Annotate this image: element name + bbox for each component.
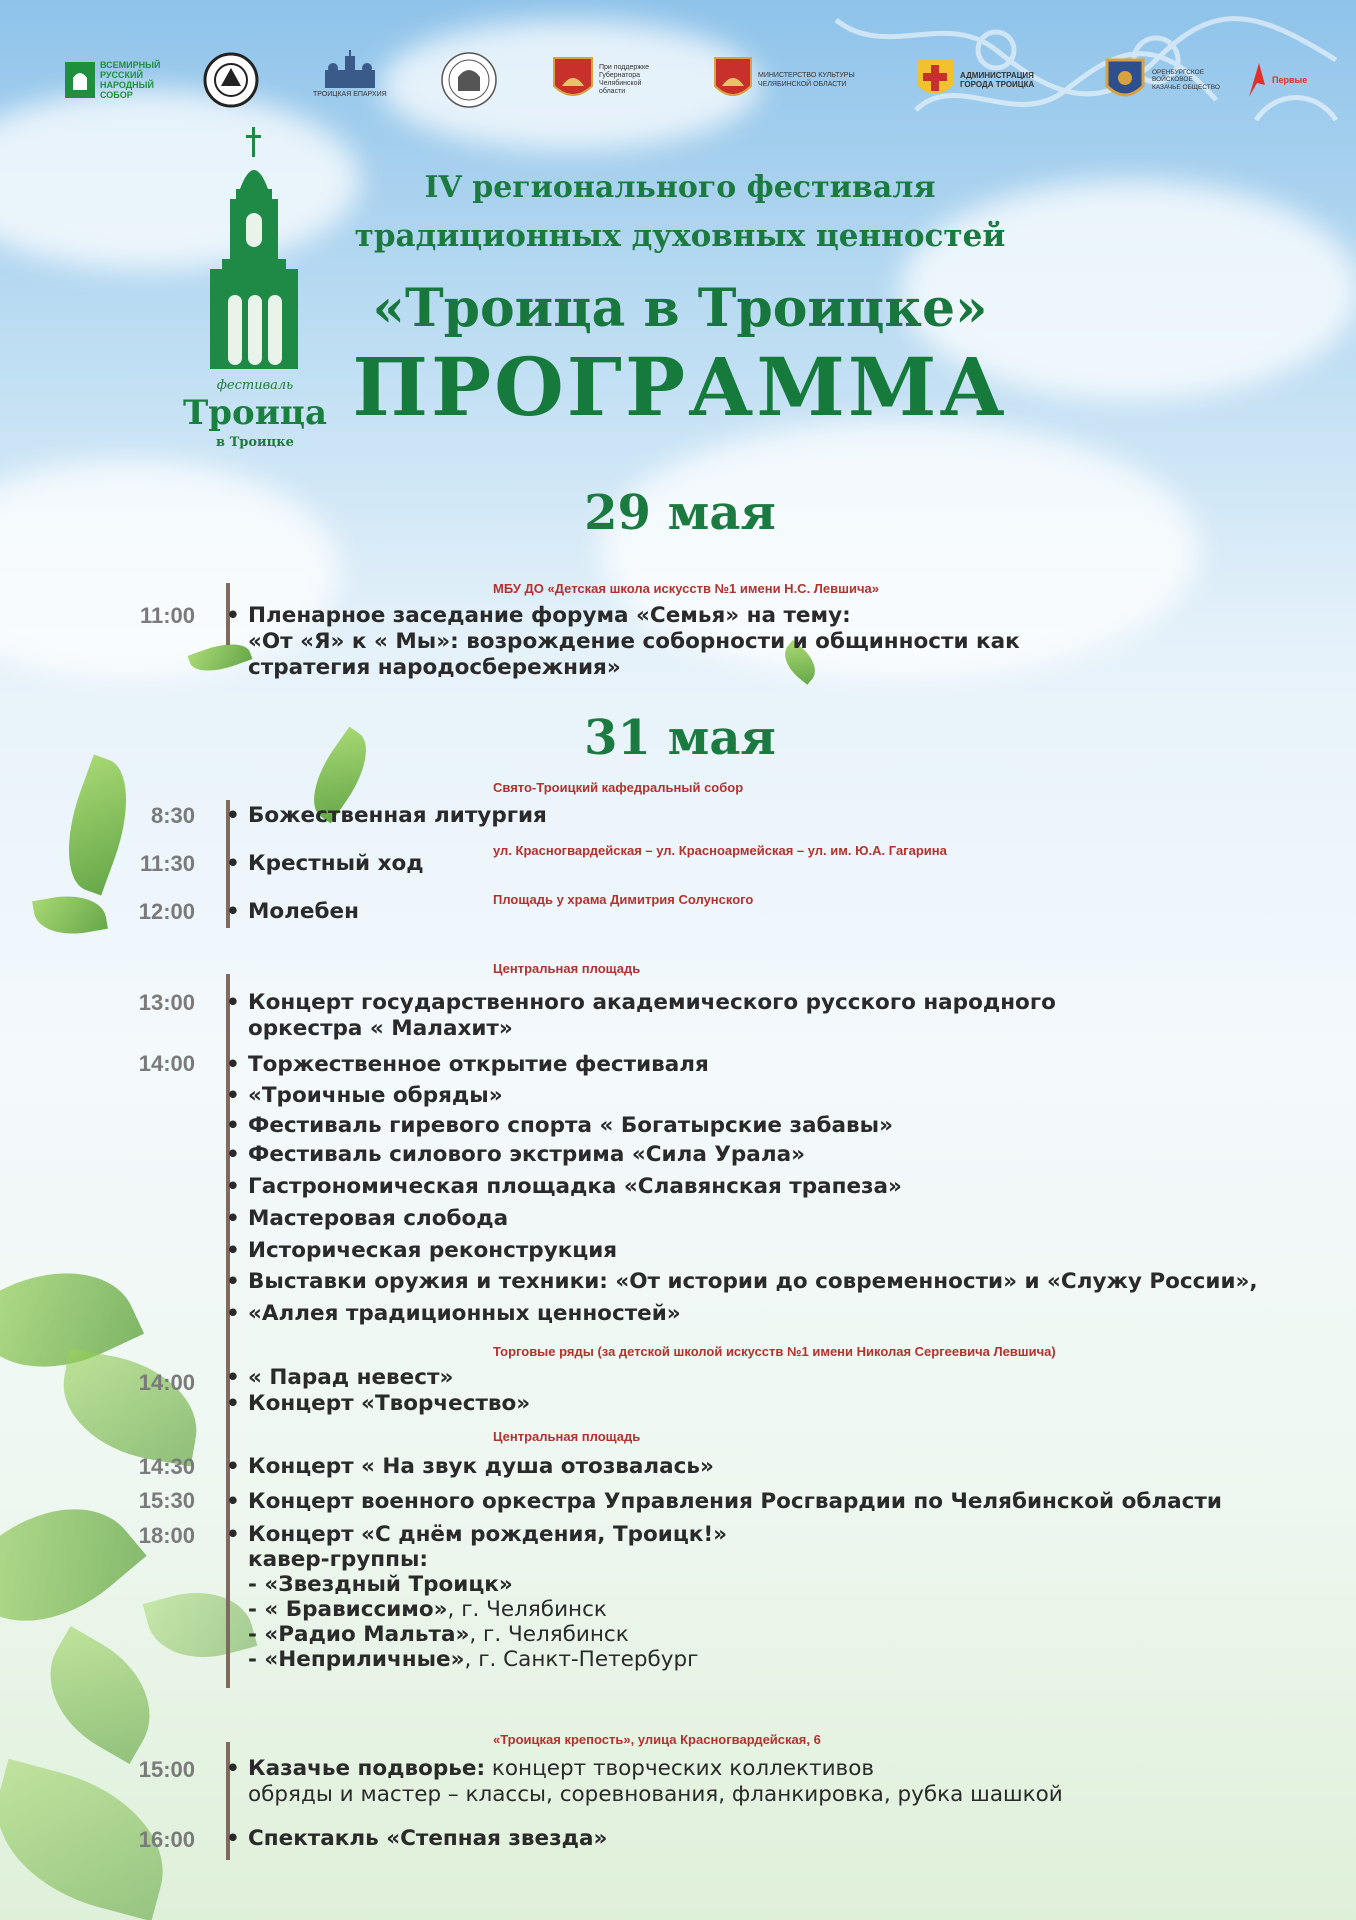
time-1400-b: 14:00 [138, 1370, 195, 1395]
item-craft-village: • Мастеровая слобода [248, 1206, 508, 1232]
logo-cossack-text: ОРЕНБУРГСКОЕ ВОЙСКОВОЕ КАЗАЧЬЕ ОБЩЕСТВО [1152, 68, 1220, 91]
time-1200: 12:00 [138, 899, 195, 924]
troitsk-coat-of-arms-icon [915, 57, 955, 103]
cover-group-city: , г. Челябинск [447, 1597, 607, 1622]
logo-governor-text: При поддержке Губернатора Челябинской области [599, 64, 649, 95]
item-liturgy: • Божественная литургия [248, 803, 547, 829]
time-1500: 15:00 [138, 1757, 195, 1782]
logo-cossack-society [1103, 50, 1220, 110]
venue-troitsk-fortress: «Троицкая крепость», улица Красногвардейская, 6 [493, 1732, 821, 1747]
logo-pervye [1245, 50, 1307, 110]
time-1300: 13:00 [138, 990, 195, 1015]
logo-metropolia [440, 50, 498, 110]
item-weapons-exhibition: • Выставки оружия и техники: «От истории до современности» и «Служу России», [248, 1269, 1258, 1295]
venue-central-square-2: Центральная площадь [493, 1429, 641, 1444]
logo-ministry-culture [713, 50, 855, 110]
cossack-coat-of-arms-icon [1103, 56, 1147, 104]
item-gastronomy: • Гастрономическая площадка «Славянская трапеза» [248, 1174, 902, 1200]
item-cossack-courtyard [248, 1756, 874, 1782]
item-soul-concert: • Концерт « На звук душа отозвалась» [248, 1454, 714, 1480]
cover-group-name: - «Звездный Троицк» [248, 1572, 513, 1597]
item-malakhit-concert-cont: оркестра « Малахит» [248, 1016, 513, 1041]
emblem-festival-word: фестиваль [216, 378, 294, 393]
item-plenary-session: • Пленарное заседание форума «Семья» на тему: [248, 603, 851, 629]
item-cover-group [248, 1647, 698, 1673]
leaf-decoration [143, 1578, 258, 1671]
cossack-courtyard-title: Казачье подворье: [248, 1756, 486, 1781]
venue-procession-route: ул. Красногвардейская – ул. Красноармейская – ул. им. Ю.А. Гагарина [493, 843, 947, 858]
vrns-emblem-icon [65, 62, 95, 98]
time-1600: 16:00 [138, 1827, 195, 1852]
day-heading-29-may: 29 мая [584, 485, 776, 541]
item-malakhit-concert: • Концерт государственного академического русского народного [248, 990, 1056, 1016]
item-strongman: • Фестиваль силового экстрима «Сила Урала» [248, 1142, 805, 1168]
header-festival-name: «Троица в Троицке» [372, 278, 988, 339]
item-military-orchestra: • Концерт военного оркестра Управления Росгвардии по Челябинской области [248, 1489, 1222, 1515]
logo-city-admin-text: АДМИНИСТРАЦИЯ ГОРОДА ТРОИЦКА [960, 71, 1035, 89]
cathedral-icon [315, 50, 385, 88]
logo-vrns [65, 50, 160, 110]
metropolia-seal-icon [440, 51, 498, 109]
header-line-2: традиционных духовных ценностей [354, 218, 1006, 254]
cossack-courtyard-desc: концерт творческих коллективов [485, 1756, 875, 1781]
ministry-coat-of-arms-icon [713, 56, 753, 104]
header-line-1: IV регионального фестиваля [424, 170, 936, 205]
item-creativity-concert: • Концерт «Творчество» [248, 1391, 530, 1417]
time-1800: 18:00 [138, 1523, 195, 1548]
time-1100: 11:00 [139, 603, 195, 628]
logo-troitsk-eparchy [313, 50, 387, 110]
time-1530: 15:30 [138, 1488, 195, 1513]
item-cover-group [248, 1572, 513, 1598]
partner-logos [60, 50, 1330, 110]
cover-group-city: , г. Челябинск [469, 1622, 629, 1647]
item-values-alley: • «Аллея традиционных ценностей» [248, 1301, 681, 1327]
day-heading-31-may: 31 мая [584, 710, 776, 766]
item-cover-group [248, 1622, 629, 1648]
venue-art-school: МБУ ДО «Детская школа искусств №1 имени Н.С. Левшича» [493, 581, 879, 596]
item-cossack-courtyard-cont: обряды и мастер – классы, соревнования, фланкировка, рубка шашкой [248, 1782, 1063, 1807]
time-1430: 14:30 [138, 1454, 195, 1479]
item-moleben: • Молебен [248, 899, 359, 925]
time-1400: 14:00 [138, 1051, 195, 1076]
cover-group-name: - « Брависсимо» [248, 1597, 448, 1622]
logo-city-admin [915, 50, 1034, 110]
pervye-flame-icon [1245, 63, 1267, 97]
timeline-bar [226, 974, 230, 1688]
item-plenary-topic-cont: стратегия народосбережния» [248, 655, 621, 680]
festival-emblem [180, 125, 330, 455]
item-opening: • Торжественное открытие фестиваля [248, 1052, 709, 1078]
item-reenactment: • Историческая реконструкция [248, 1238, 617, 1264]
item-birthday-concert: • Концерт «С днём рождения, Троицк!» [248, 1522, 727, 1548]
logo-vrns-text: ВСЕМИРНЫЙ РУССКИЙ НАРОДНЫЙ СОБОР [100, 60, 161, 100]
logo-governor [552, 50, 649, 110]
venue-trade-rows: Торговые ряды (за детской школой искусств №1 имени Николая Сергеевича Левшича) [493, 1344, 1056, 1359]
item-kettlebell: • Фестиваль гиревого спорта « Богатырские забавы» [248, 1113, 893, 1139]
time-1130: 11:30 [139, 851, 195, 876]
emblem-subtitle: в Троицке [216, 435, 294, 450]
item-procession: • Крестный ход [248, 851, 424, 877]
emblem-title: Троица [182, 393, 328, 433]
header-programme: ПРОГРАММА [352, 340, 1008, 434]
logo-troitsk-eparchy-text: ТРОИЦКАЯ ЕПАРХИЯ [313, 91, 387, 98]
bell-tower-icon [180, 125, 330, 375]
logo-ministry-text: МИНИСТЕРСТВО КУЛЬТУРЫ ЧЕЛЯБИНСКОЙ ОБЛАСТИ [758, 72, 855, 88]
time-0830: 8:30 [150, 803, 195, 828]
venue-cathedral: Свято-Троицкий кафедральный собор [493, 780, 744, 795]
item-bride-parade: • « Парад невест» [248, 1365, 453, 1391]
leaf-decoration [53, 1349, 207, 1467]
cover-group-name: - «Радио Мальта» [248, 1622, 470, 1647]
item-steppe-star-play: • Спектакль «Степная звезда» [248, 1826, 607, 1852]
logo-sbornik [203, 50, 259, 110]
cover-group-city: , г. Санкт-Петербург [464, 1647, 699, 1672]
round-seal-icon [203, 52, 259, 108]
item-cover-groups-label: кавер-группы: [248, 1547, 428, 1572]
item-cover-group [248, 1597, 607, 1623]
venue-dimitry-church: Площадь у храма Димитрия Солунского [493, 892, 754, 907]
chelyabinsk-coat-of-arms-icon [552, 56, 594, 104]
item-trinity-rites: • «Троичные обряды» [248, 1083, 503, 1109]
cover-group-name: - «Неприличные» [248, 1647, 465, 1672]
logo-pervye-text: Первые [1272, 74, 1308, 85]
leaf-decoration [26, 1626, 175, 1764]
venue-central-square: Центральная площадь [493, 961, 641, 976]
item-plenary-topic: «От «Я» к « Мы»: возрождение соборности и общинности как [248, 629, 1020, 654]
